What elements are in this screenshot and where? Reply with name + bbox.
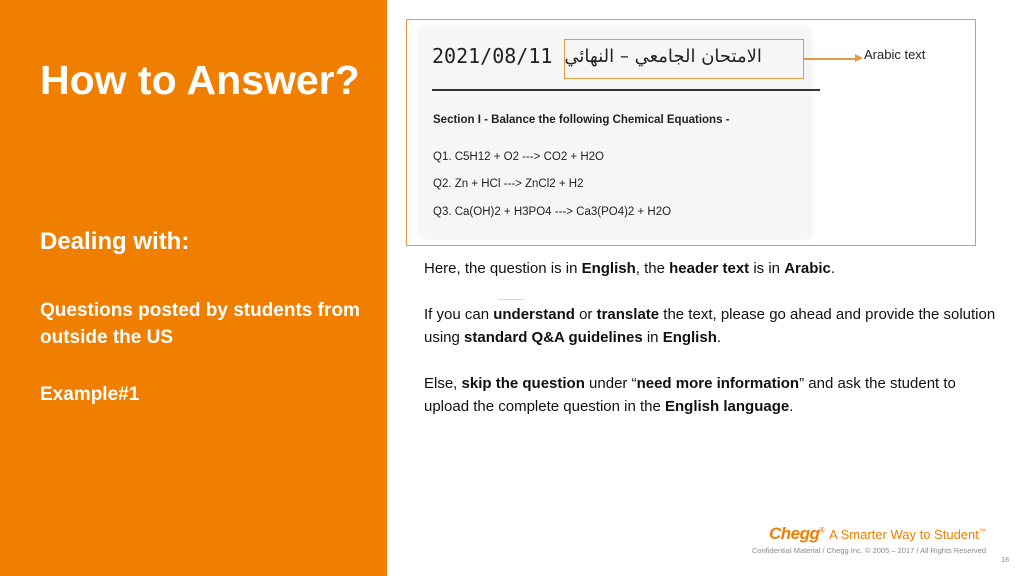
callout-label: Arabic text [864,47,926,62]
exam-section-title: Section I - Balance the following Chemical Equations - [433,114,730,126]
example-label: Example#1 [40,384,140,405]
exam-arabic-header: الامتحان الجامعي – النهائي [564,45,762,67]
body-paragraph-1: Here, the question is in English, the header text is in Arabic. [424,260,836,277]
footer-brand [769,524,986,544]
arabic-highlight-box [564,39,804,79]
chegg-logo: Chegg® [769,524,825,543]
slide-description: Questions posted by students from outside the US [40,300,360,348]
callout-line [804,58,860,60]
body-paragraph-3: Else, skip the question under “need more information” and ask the student to upload the complete question in the English language. [424,375,956,415]
exam-date: 2021/08/11 [432,44,553,68]
arrow-right-icon [855,54,863,62]
exam-question: Q2. Zn + HCl ---> ZnCl2 + H2 [433,178,584,190]
page-number: 18 [1001,557,1009,564]
slide-subtitle: Dealing with: [40,228,190,255]
confidential-notice: Confidential Material / Chegg Inc. © 2005 – 2017 / All Rights Reserved [752,546,986,555]
exam-question: Q1. C5H12 + O2 ---> CO2 + H2O [433,151,604,163]
left-panel [0,0,387,576]
divider-mark [498,299,524,300]
chegg-tagline: A Smarter Way to Student™ [829,527,986,542]
body-paragraph-2: If you can understand or translate the text, please go ahead and provide the solution using standard Q&A guidelines in English. [424,306,996,346]
exam-question: Q3. Ca(OH)2 + H3PO4 ---> Ca3(PO4)2 + H2O [433,206,672,218]
exam-divider [432,89,820,91]
slide-title: How to Answer? [40,57,360,103]
